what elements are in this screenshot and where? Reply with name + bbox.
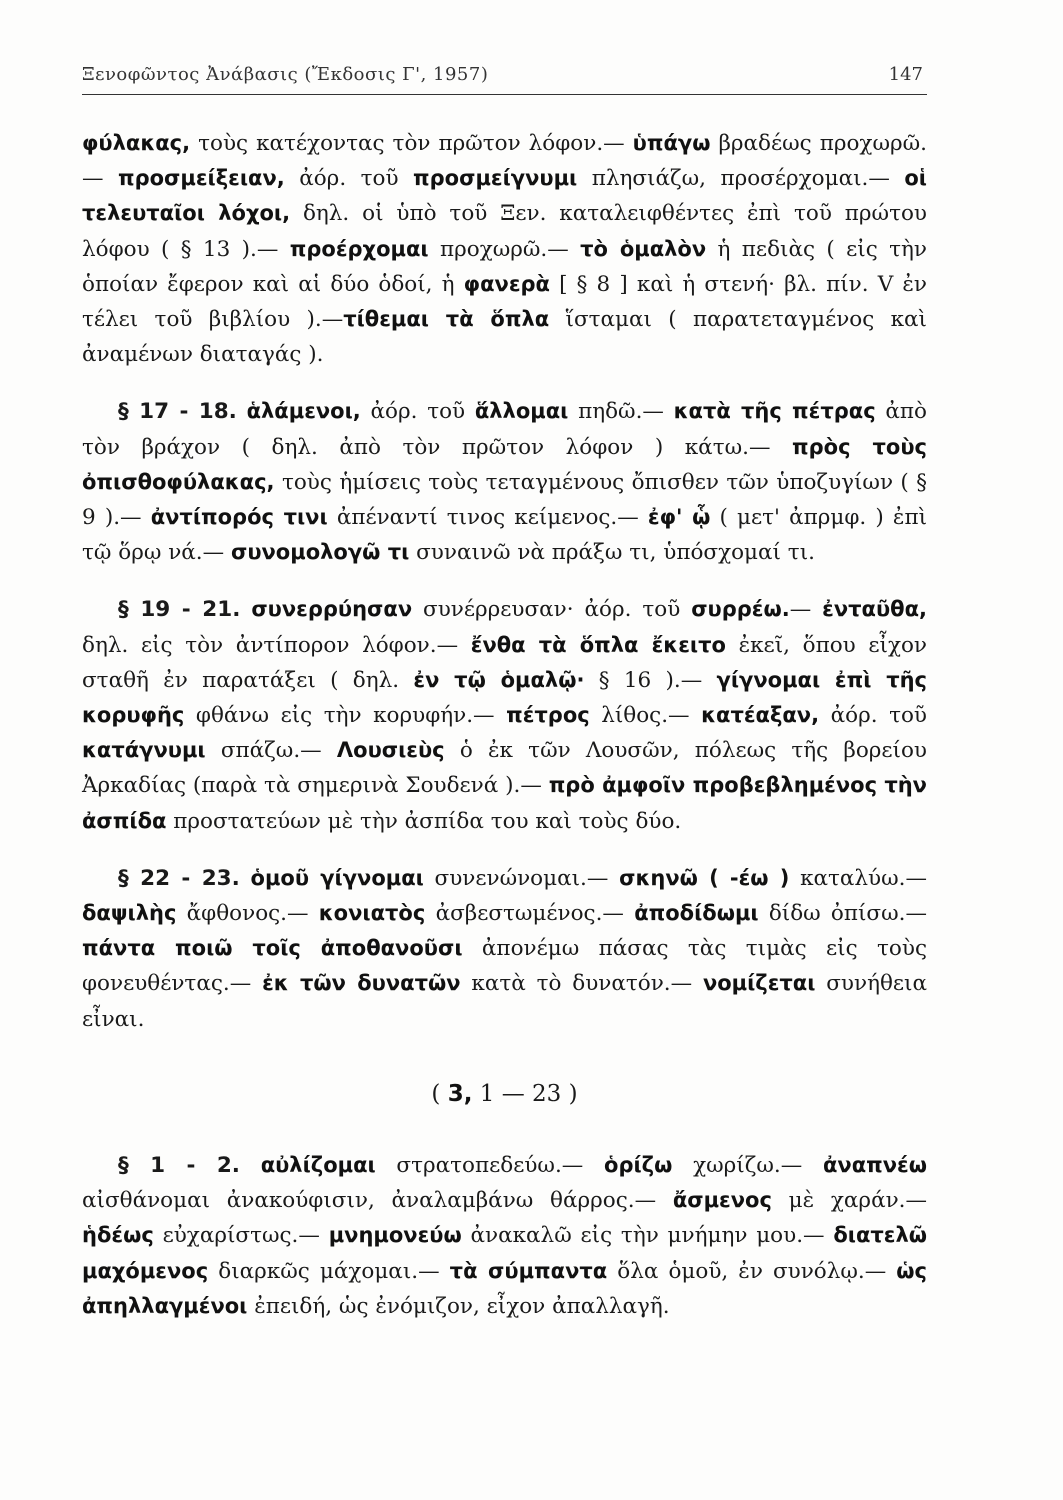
- lemma: σκηνῶ ( -έω ): [619, 865, 790, 890]
- gloss: βραδέως προχωρῶ.—: [82, 131, 927, 192]
- lemma: διατελῶ μαχόμενος: [82, 1223, 927, 1283]
- spacer: [237, 399, 247, 424]
- lemma: δαψιλὴς: [82, 901, 177, 926]
- spacer: [240, 1153, 261, 1178]
- gloss: φθάνω εἰς τὴν κορυφήν.—: [184, 703, 507, 729]
- section-marker: § 22 - 23.: [118, 865, 240, 891]
- lemma: ἅλλομαι: [474, 399, 569, 424]
- gloss: δηλ. εἰς τὸν ἀντίπορον λόφον.—: [82, 632, 471, 658]
- lemma: φανερὰ: [463, 271, 550, 296]
- lemma: πρὸ ἀμφοῖν προβεβλημένος τὴν ἀσπίδα: [82, 773, 927, 833]
- page-header: [82, 58, 927, 95]
- gloss: ἀπέναντί τινος κείμενος.—: [327, 505, 648, 531]
- gloss: κατὰ τὸ δυνατόν.—: [460, 971, 703, 997]
- gloss: τοὺς κατέχοντας τὸν πρῶτον λόφον.—: [190, 131, 633, 156]
- lemma: τὰ σύμπαντα: [449, 1258, 608, 1283]
- lemma: ὡς ἀπηλλαγμένοι: [82, 1258, 927, 1318]
- gloss: διαρκῶς μάχομαι.—: [208, 1258, 450, 1284]
- lemma: κατὰ τῆς πέτρας: [673, 399, 876, 424]
- lemma: κατέαξαν,: [701, 703, 820, 728]
- lemma: νομίζεται: [702, 971, 816, 996]
- section-marker: § 19 - 21.: [118, 597, 241, 623]
- lemma: ἀναπνέω: [822, 1153, 927, 1178]
- gloss: [ § 8 ] καὶ ἡ στενή· βλ. πίν. V ἐν τέλει τοῦ βιβλίου ).—: [82, 271, 927, 333]
- gloss: ἄφθονος.—: [176, 901, 319, 927]
- lemma: πρὸς τοὺς ὀπισθοφύλακας,: [82, 434, 927, 494]
- gloss: ἀόρ. τοῦ: [360, 399, 475, 425]
- gloss: —: [789, 597, 823, 623]
- lemma: ἡδέως: [82, 1223, 154, 1248]
- lemma: ὁμοῦ γίγνομαι: [250, 865, 424, 890]
- paragraph-section-22-23: [82, 861, 927, 1037]
- gloss: χωρίζω.—: [672, 1153, 823, 1179]
- paragraph-section-17-18: [82, 394, 927, 570]
- gloss: σπάζω.—: [205, 738, 337, 764]
- lemma: ἐκ τῶν δυνατῶν: [262, 971, 461, 996]
- lemma: προσμείγνυμι: [413, 166, 578, 191]
- gloss: ἀνακαλῶ εἰς τὴν μνήμην μου.—: [461, 1223, 834, 1249]
- lemma: ἐφ' ᾧ: [647, 505, 711, 530]
- gloss: συναινῶ νὰ πράξω τι, ὑπόσχομαί τι.: [409, 540, 815, 566]
- lemma: προσμείξειαν,: [117, 166, 285, 191]
- lemma: ἀντίπορός τινι: [150, 505, 328, 530]
- gloss: προστατεύων μὲ τὴν ἀσπίδα του καὶ τοὺς δύο.: [166, 808, 682, 834]
- gloss: ἀόρ. τοῦ: [284, 166, 414, 192]
- lemma: αὐλίζομαι: [260, 1153, 376, 1178]
- gloss: ἀσβεστωμένος.—: [425, 901, 635, 927]
- paragraph-section-19-21: [82, 592, 927, 838]
- chapter-heading: [82, 1077, 927, 1112]
- page-number: 147: [888, 64, 923, 85]
- gloss: συνήθεια εἶναι.: [82, 971, 927, 1032]
- gloss: στρατοπεδεύω.—: [375, 1153, 605, 1179]
- lemma: κονιατὸς: [318, 901, 426, 926]
- heading-open: (: [431, 1080, 448, 1107]
- lemma: ἁλάμενοι,: [246, 399, 361, 424]
- gloss: συνενώνομαι.—: [423, 865, 620, 891]
- lemma: προέρχομαι: [289, 236, 429, 261]
- spacer: [240, 597, 251, 622]
- lemma: κατάγνυμι: [82, 738, 206, 763]
- gloss: ἀπὸ τὸν βράχον ( δηλ. ἀπὸ τὸν πρῶτον λόφον ) κάτω.—: [82, 399, 927, 460]
- gloss: § 16 ).—: [584, 667, 717, 693]
- gloss: καταλύω.—: [789, 865, 927, 891]
- lemma: πάντα ποιῶ τοῖς ἀποθανοῦσι: [82, 936, 463, 961]
- gloss: εὐχαρίστως.—: [153, 1223, 329, 1249]
- lemma: συνερρύησαν: [251, 597, 413, 622]
- gloss: ὅλα ὁμοῦ, ἐν συνόλῳ.—: [607, 1258, 897, 1284]
- lemma: πέτρος: [506, 703, 590, 728]
- gloss: προχωρῶ.—: [428, 236, 581, 262]
- section-marker: § 1 - 2.: [118, 1153, 240, 1179]
- lemma: τίθεμαι τὰ ὅπλα: [343, 307, 550, 332]
- heading-book: 3,: [447, 1080, 473, 1107]
- gloss: λίθος.—: [589, 703, 702, 729]
- lemma: συρρέω.: [691, 597, 790, 622]
- paragraph-section-1-2: [82, 1148, 927, 1324]
- running-title: Ξενοφῶντος Ἀνάβασις (Ἔκδοσις Γ', 1957): [82, 64, 489, 85]
- lemma: μνημονεύω: [328, 1223, 462, 1248]
- lemma: ἀποδίδωμι: [634, 901, 759, 926]
- gloss: ἡ πεδιὰς ( εἰς τὴν ὁποίαν ἔφερον καὶ αἱ δύο ὁδοί, ἡ: [82, 236, 927, 297]
- lemma: οἱ τελευταῖοι λόχοι,: [82, 166, 927, 226]
- gloss: ἐκεῖ, ὅπου εἶχον σταθῆ ἐν παρατάξει ( δηλ.: [82, 632, 927, 693]
- gloss: τοὺς ἡμίσεις τοὺς τεταγμένους ὄπισθεν τῶν ὑποζυγίων ( § 9 ).—: [82, 469, 927, 531]
- gloss: δηλ. οἱ ὑπὸ τοῦ Ξεν. καταλειφθέντες ἐπὶ τοῦ πρώτου λόφου ( § 13 ).—: [82, 201, 927, 262]
- lemma: ὑπάγω: [632, 131, 711, 155]
- gloss: δίδω ὀπίσω.—: [758, 901, 927, 927]
- gloss: μὲ χαράν.—: [771, 1188, 927, 1214]
- gloss: πηδῶ.—: [568, 399, 674, 425]
- gloss: ἀπονέμω πάσας τὰς τιμὰς εἰς τοὺς φονευθέντας.—: [82, 936, 927, 997]
- spacer: [240, 866, 251, 891]
- gloss: ἀόρ. τοῦ: [819, 703, 927, 729]
- gloss: ἵσταμαι ( παρατεταγμένος καὶ ἀναμένων διαταγάς ).: [82, 307, 927, 368]
- paragraph-continuation: [82, 126, 927, 372]
- section-marker: § 17 - 18.: [118, 399, 237, 425]
- lemma: ὁρίζω: [604, 1153, 673, 1178]
- gloss: ( μετ' ἀπρμφ. ) ἐπὶ τῷ ὅρῳ νά.—: [82, 505, 928, 566]
- lemma: ἐν τῷ ὁμαλῷ·: [413, 667, 585, 692]
- gloss: πλησιάζω, προσέρχομαι.—: [577, 166, 905, 192]
- lemma: Λουσιεὺς: [336, 738, 445, 763]
- lemma: ἄσμενος: [672, 1188, 772, 1213]
- gloss: ὁ ἐκ τῶν Λουσῶν, πόλεως τῆς βορείου Ἀρκαδίας (παρὰ τὰ σημερινὰ Σουδενά ).—: [82, 738, 928, 799]
- heading-range: 1 — 23 ): [472, 1080, 578, 1107]
- commentary-body: [82, 126, 927, 1324]
- lemma: φύλακας,: [82, 131, 191, 155]
- lemma: ἔνθα τὰ ὅπλα ἔκειτο: [470, 632, 726, 657]
- lemma: συνομολογῶ τι: [230, 540, 410, 565]
- lemma: ἐνταῦθα,: [822, 597, 927, 622]
- gloss: συνέρρευσαν· ἀόρ. τοῦ: [412, 597, 692, 623]
- lemma: γίγνομαι ἐπὶ τῆς κορυφῆς: [82, 667, 927, 728]
- lemma: τὸ ὁμαλὸν: [580, 236, 707, 261]
- gloss: ἐπειδή, ὡς ἐνόμιζον, εἶχον ἀπαλλαγῆ.: [247, 1293, 670, 1319]
- gloss: αἰσθάνομαι ἀνακούφισιν, ἀναλαμβάνω θάρρος.—: [82, 1188, 673, 1214]
